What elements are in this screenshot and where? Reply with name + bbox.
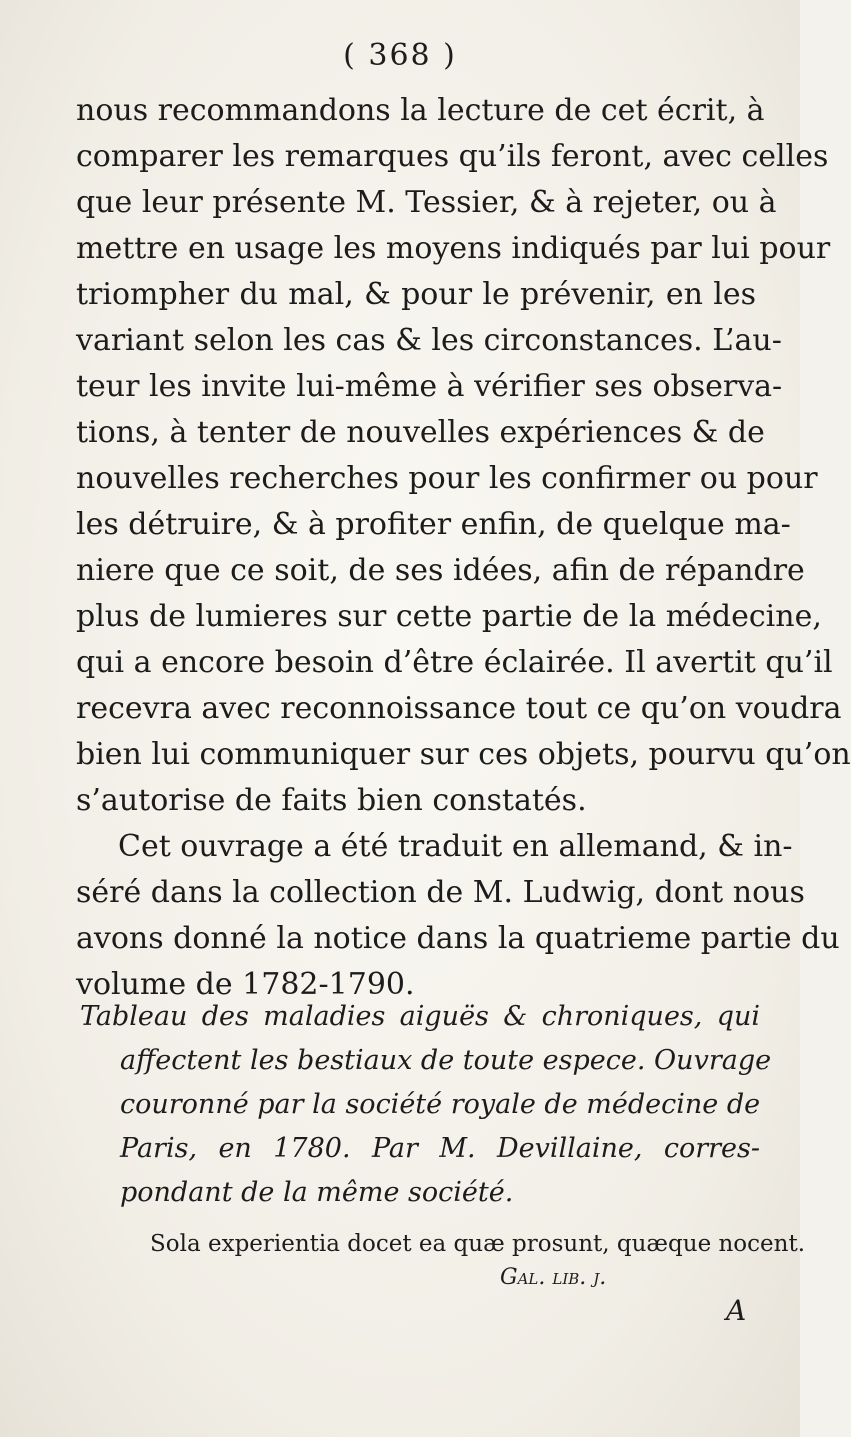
text-line: volume de 1782-1790. bbox=[76, 967, 415, 1002]
book-title-entry bbox=[80, 995, 772, 1215]
text-line: teur les invite lui-même à vérifier ses observa- bbox=[76, 369, 783, 404]
text-line: nous recommandons la lecture de cet écrit, à bbox=[76, 93, 765, 128]
text-line: séré dans la collection de M. Ludwig, dont nous bbox=[76, 875, 805, 910]
text-line: variant selon les cas & les circonstances. L’au- bbox=[76, 323, 782, 358]
paragraph-1 bbox=[76, 88, 851, 1008]
text-line: triompher du mal, & pour le prévenir, en les bbox=[76, 277, 756, 312]
title-line: affectent les bestiaux de toute espece. Ouvrage bbox=[120, 1045, 772, 1076]
signature-mark: A bbox=[726, 1294, 747, 1327]
title-line: Tableau des maladies aiguës & chroniques, qui bbox=[80, 1001, 760, 1032]
epigraph-attribution: Gal. lib. j. bbox=[500, 1265, 607, 1290]
text-line: plus de lumieres sur cette partie de la médecine, bbox=[76, 599, 822, 634]
text-line: bien lui communiquer sur ces objets, pourvu qu’on bbox=[76, 737, 851, 772]
text-line: que leur présente M. Tessier, & à rejeter, ou à bbox=[76, 185, 777, 220]
text-line: comparer les remarques qu’ils feront, avec celles bbox=[76, 139, 829, 174]
text-line: s’autorise de faits bien constatés. bbox=[76, 783, 587, 818]
text-line: avons donné la notice dans la quatrieme partie du bbox=[76, 921, 840, 956]
text-line: recevra avec reconnoissance tout ce qu’on voudra bbox=[76, 691, 842, 726]
text-line: tions, à tenter de nouvelles expériences & de bbox=[76, 415, 765, 450]
title-line: pondant de la même société. bbox=[120, 1177, 514, 1208]
text-line: les détruire, & à profiter enfin, de quelque ma- bbox=[76, 507, 791, 542]
epigraph: Sola experientia docet ea quæ prosunt, quæque nocent. bbox=[150, 1231, 806, 1257]
text-line: Cet ouvrage a été traduit en allemand, & in- bbox=[118, 829, 793, 864]
text-line: qui a encore besoin d’être éclairée. Il avertit qu’il bbox=[76, 645, 833, 680]
text-line: nouvelles recherches pour les confirmer ou pour bbox=[76, 461, 818, 496]
text-line: niere que ce soit, de ses idées, afin de répandre bbox=[76, 553, 805, 588]
page-number: ( 368 ) bbox=[343, 38, 457, 73]
title-line: Paris, en 1780. Par M. Devillaine, corres- bbox=[120, 1133, 760, 1164]
text-line: mettre en usage les moyens indiqués par lui pour bbox=[76, 231, 831, 266]
title-line: couronné par la société royale de médecine de bbox=[120, 1089, 761, 1120]
